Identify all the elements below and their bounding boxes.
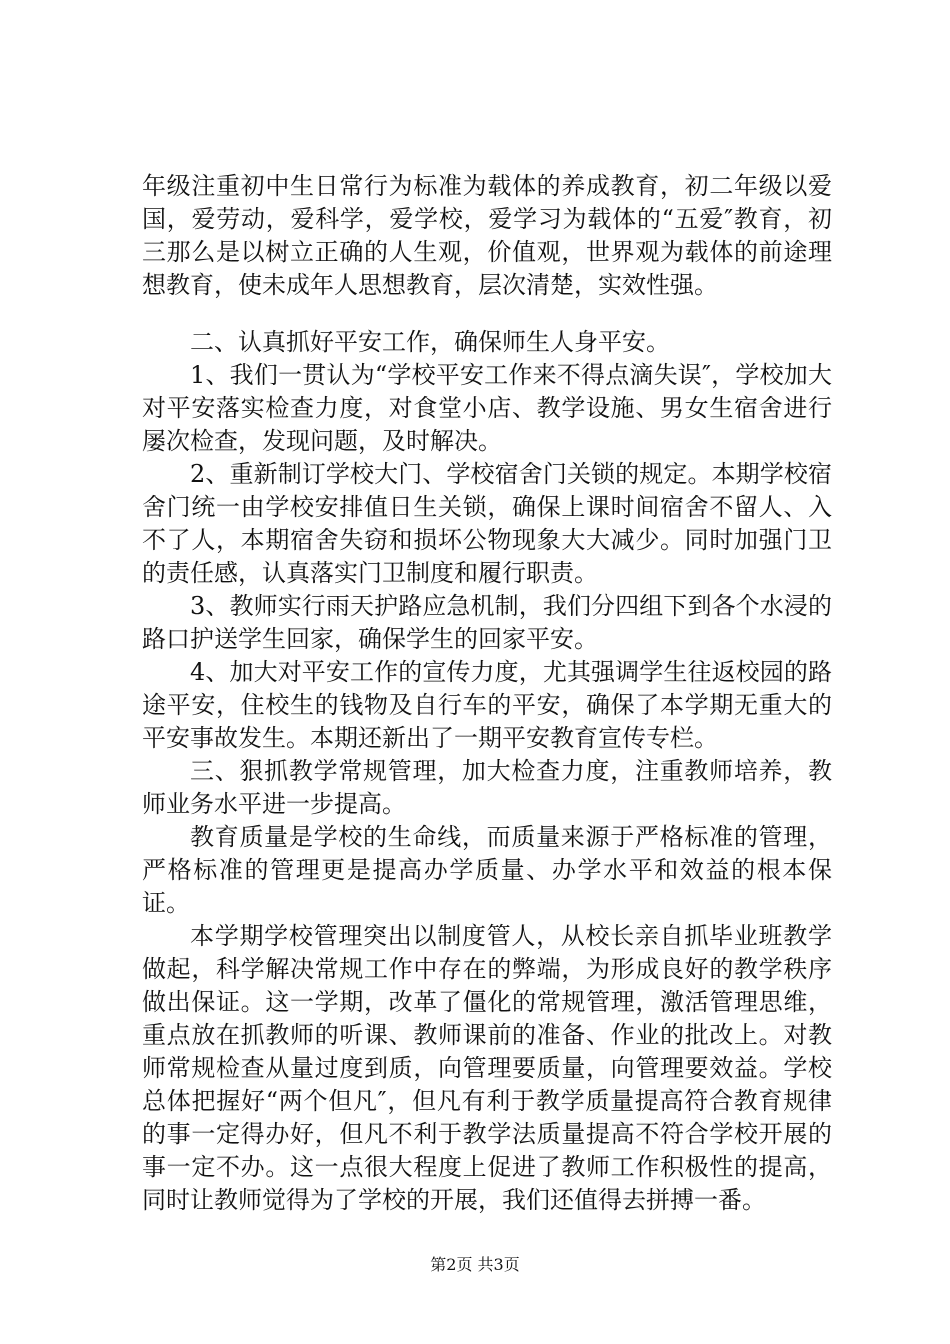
paragraph-safety-1: 1、我们一贯认为“学校平安工作来不得点滴失误″，学校加大对平安落实检查力度，对食堂小店、教学设施、男女生宿舍进行屡次检查，发现问题，及时解决。	[142, 361, 832, 455]
section-heading-teaching: 三、狠抓教学常规管理，加大检查力度，注重教师培养，教师业务水平进一步提高。	[142, 757, 832, 818]
paragraph-safety-2: 2、重新制订学校大门、学校宿舍门关锁的规定。本期学校宿舍门统一由学校安排值日生关锁，确保上课时间宿舍不留人、入不了人，本期宿舍失窃和损坏公物现象大大减少。同时加强门卫的责任感，认真落实门卫制度和履行职责。	[142, 460, 832, 587]
section-heading-safety: 二、认真抓好平安工作，确保师生人身平安。	[190, 328, 670, 356]
document-body	[142, 170, 832, 1217]
paragraph-management: 本学期学校管理突出以制度管人，从校长亲自抓毕业班教学做起，科学解决常规工作中存在的弊端，为形成良好的教学秩序做出保证。这一学期，改革了僵化的常规管理，激活管理思维，重点放在抓教师的听课、教师课前的准备、作业的批改上。对教师常规检查从量过度到质，向管理要质量，向管理要效益。学校总体把握好“两个但凡″，但凡有利于教学质量提高符合教育规律的事一定得办好，但凡不利于教学法质量提高不符合学校开展的事一定不办。这一点很大程度上促进了教师工作积极性的提高，同时让教师觉得为了学校的开展，我们还值得去拼搏一番。	[142, 922, 832, 1214]
page-footer: 第2页 共3页	[430, 1255, 520, 1274]
paragraph-safety-4: 4、加大对平安工作的宣传力度，尤其强调学生往返校园的路途平安，住校生的钱物及自行车的平安，确保了本学期无重大的平安事故发生。本期还新出了一期平安教育宣传专栏。	[142, 658, 832, 752]
paragraph-safety-3: 3、教师实行雨天护路应急机制，我们分四组下到各个水浸的路口护送学生回家，确保学生的回家平安。	[142, 592, 832, 653]
paragraph-continuation: 年级注重初中生日常行为标准为载体的养成教育，初二年级以爱国，爱劳动，爱科学，爱学校，爱学习为载体的“五爱″教育，初三那么是以树立正确的人生观，价值观，世界观为载体的前途理想教育，使未成年人思想教育，层次清楚，实效性强。	[142, 172, 832, 299]
paragraph-quality: 教育质量是学校的生命线，而质量来源于严格标准的管理，严格标准的管理更是提高办学质量、办学水平和效益的根本保证。	[142, 823, 832, 917]
